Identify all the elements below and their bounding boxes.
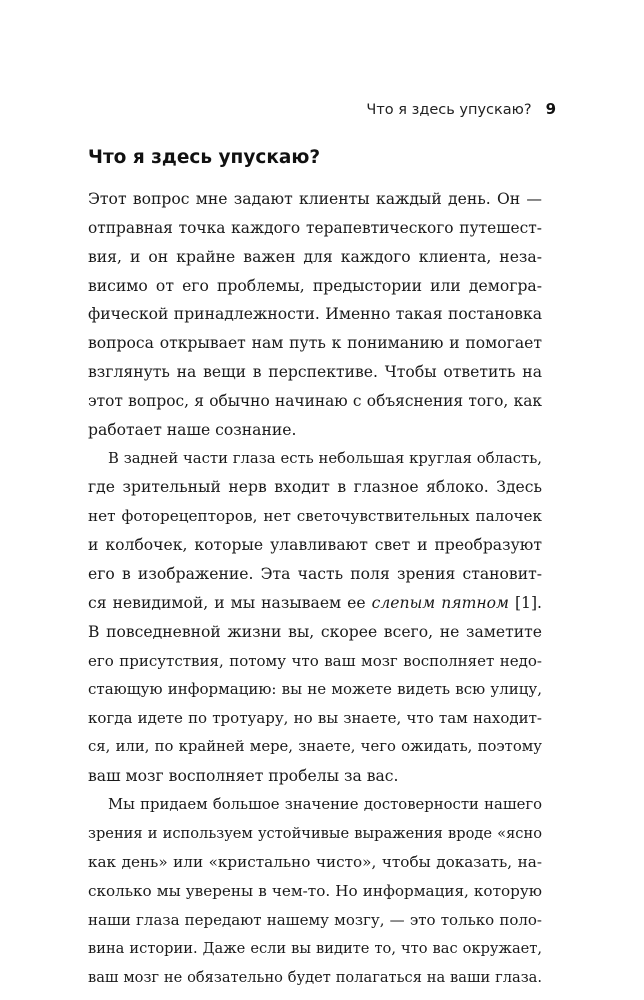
text-line: стающую информацию: вы не можете видеть всю улицу,	[88, 680, 542, 699]
text-segment: ся невидимой, и мы называем ее	[88, 593, 366, 612]
section-heading: Что я здесь упускаю?	[88, 147, 321, 168]
citation: [1].	[514, 593, 542, 612]
paragraph-2	[88, 445, 542, 791]
text-line: его присутствия, потому что ваш мозг восполняет недо-	[88, 651, 542, 670]
text-line: вопроса открывает нам путь к пониманию и помогает	[88, 334, 542, 353]
paragraph-1	[88, 185, 542, 445]
text-line: висимо от его проблемы, предыстории или демогра-	[88, 276, 542, 295]
italic-term: слепым пятном	[371, 593, 509, 612]
text-line: ваш мозг восполняет пробелы за вас.	[88, 766, 399, 785]
text-line: В повседневной жизни вы, скорее всего, не заметите	[88, 622, 542, 641]
text-line: наши глаза передают нашему мозгу, — это только поло-	[88, 911, 542, 930]
text-line: отправная точка каждого терапевтического путешест-	[88, 218, 542, 237]
text-line: взглянуть на вещи в перспективе. Чтобы ответить на	[88, 363, 542, 382]
running-header-title: Что я здесь упускаю?	[366, 102, 532, 118]
text-line: как день» или «кристально чисто», чтобы доказать, на-	[88, 853, 542, 872]
body-text	[88, 185, 542, 993]
running-header	[366, 100, 556, 120]
text-line: вия, и он крайне важен для каждого клиента, неза-	[88, 247, 542, 266]
text-line: ваш мозг не обязательно будет полагаться на ваши глаза.	[88, 968, 542, 986]
text-line: Этот вопрос мне задают клиенты каждый день. Он —	[88, 190, 542, 208]
text-line: В задней части глаза есть небольшая круглая область,	[108, 449, 542, 467]
text-line: работает наше сознание.	[88, 420, 297, 439]
text-line: этот вопрос, я обычно начинаю с объяснения того, как	[88, 391, 542, 410]
text-line: сколько мы уверены в чем-то. Но информация, которую	[88, 882, 542, 901]
text-line: ся, или, по крайней мере, знаете, чего ожидать, поэтому	[88, 738, 542, 756]
text-line: и колбочек, которые улавливают свет и преобразуют	[88, 536, 542, 555]
text-line: где зрительный нерв входит в глазное яблоко. Здесь	[88, 478, 542, 497]
page-number: 9	[545, 100, 556, 118]
text-line-with-term	[88, 589, 542, 618]
text-line: когда идете по тротуару, но вы знаете, что там находит-	[88, 709, 542, 728]
text-line: вина истории. Даже если вы видите то, что вас окружает,	[88, 939, 542, 957]
text-line: его в изображение. Эта часть поля зрения становит-	[88, 564, 542, 583]
text-line: Мы придаем большое значение достоверности нашего	[108, 795, 542, 813]
paragraph-3	[88, 791, 542, 993]
text-line: фической принадлежности. Именно такая постановка	[88, 305, 542, 324]
text-line: нет фоторецепторов, нет светочувствительных палочек	[88, 507, 542, 526]
text-line: зрения и используем устойчивые выражения вроде «ясно	[88, 824, 542, 842]
